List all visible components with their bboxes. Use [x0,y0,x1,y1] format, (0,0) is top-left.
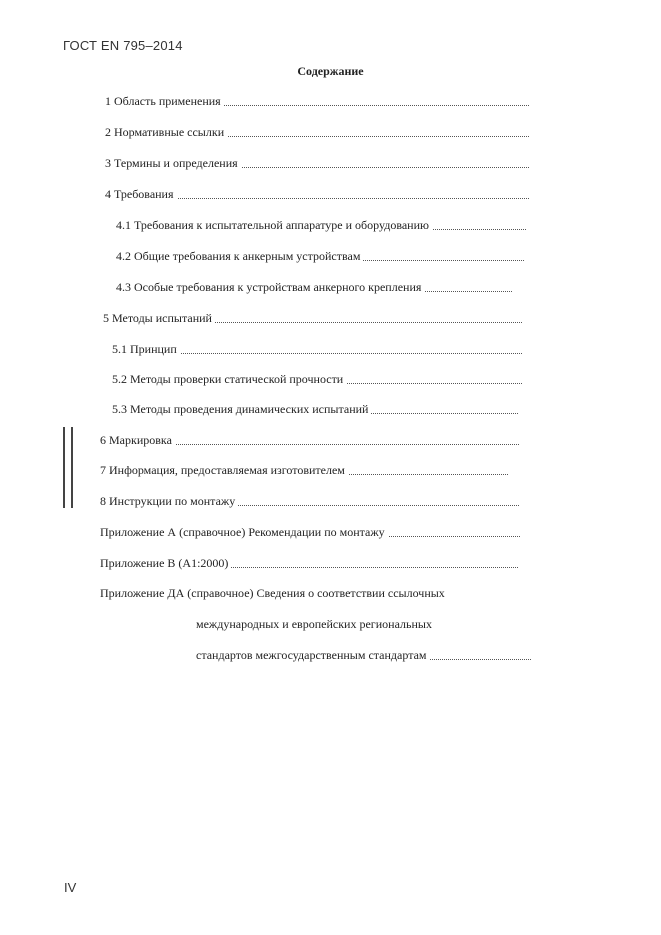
revision-bar-1 [63,427,65,508]
toc-entry-appendix-a[interactable] [100,524,520,540]
toc-entry-label: Приложение В (A1:2000) [100,556,231,570]
toc-entry-label: 5.1 Принцип [112,342,180,356]
toc-entry-appendix-da[interactable] [100,585,520,601]
toc-entry-label: стандартов межгосударственным стандартам [196,648,430,662]
toc-entry-5-1[interactable] [112,341,522,357]
toc-entry-5-3[interactable] [112,401,518,417]
toc-entry-3[interactable] [105,155,529,171]
toc-entry-1[interactable] [105,93,529,109]
toc-entry-label: 4 Требования [105,187,177,201]
toc-entry-6[interactable] [100,432,519,448]
toc-entry-4-2[interactable] [116,248,524,264]
toc-entry-label: 4.2 Общие требования к анкерным устройствам [116,249,363,263]
toc-entry-label: 6 Маркировка [100,433,175,447]
toc-entry-label: 8 Инструкции по монтажу [100,494,238,508]
toc-entry-7[interactable] [100,462,508,478]
toc-entry-label: 5 Методы испытаний [103,311,215,325]
toc-entry-label: международных и европейских региональных [196,617,432,631]
toc-entry-4-3[interactable] [116,279,512,295]
toc-entry-5-2[interactable] [112,371,522,387]
toc-entry-label: 5.2 Методы проверки статической прочности [112,372,346,386]
toc-entry-label: 7 Информация, предоставляемая изготовителем [100,463,348,477]
toc-entry-appendix-da-line3[interactable] [196,647,531,663]
page-number: IV [64,880,77,895]
toc-entry-4-1[interactable] [116,217,526,233]
revision-bar-2 [71,427,73,508]
toc-entry-8[interactable] [100,493,519,509]
toc-entry-label: 4.3 Особые требования к устройствам анкерного крепления [116,280,424,294]
toc-title: Содержание [297,64,364,78]
toc-entry-appendix-da-line2 [196,616,496,632]
toc-entry-4[interactable] [105,186,529,202]
toc-entry-label: 2 Нормативные ссылки [105,125,227,139]
toc-entry-label: 4.1 Требования к испытательной аппаратуре и оборудованию [116,218,432,232]
toc-entry-label: 5.3 Методы проведения динамических испытаний [112,402,371,416]
toc-entry-appendix-b[interactable] [100,555,518,571]
document-header: ГОСТ EN 795–2014 [63,38,183,53]
toc-entry-label: Приложение А (справочное) Рекомендации по монтажу [100,525,388,539]
toc-entry-2[interactable] [105,124,529,140]
toc-entry-label: 3 Термины и определения [105,156,241,170]
toc-entry-5[interactable] [103,310,522,326]
toc-entry-label: Приложение ДА (справочное) Сведения о соответствии ссылочных [100,586,448,600]
toc-entry-label: 1 Область применения [105,94,224,108]
